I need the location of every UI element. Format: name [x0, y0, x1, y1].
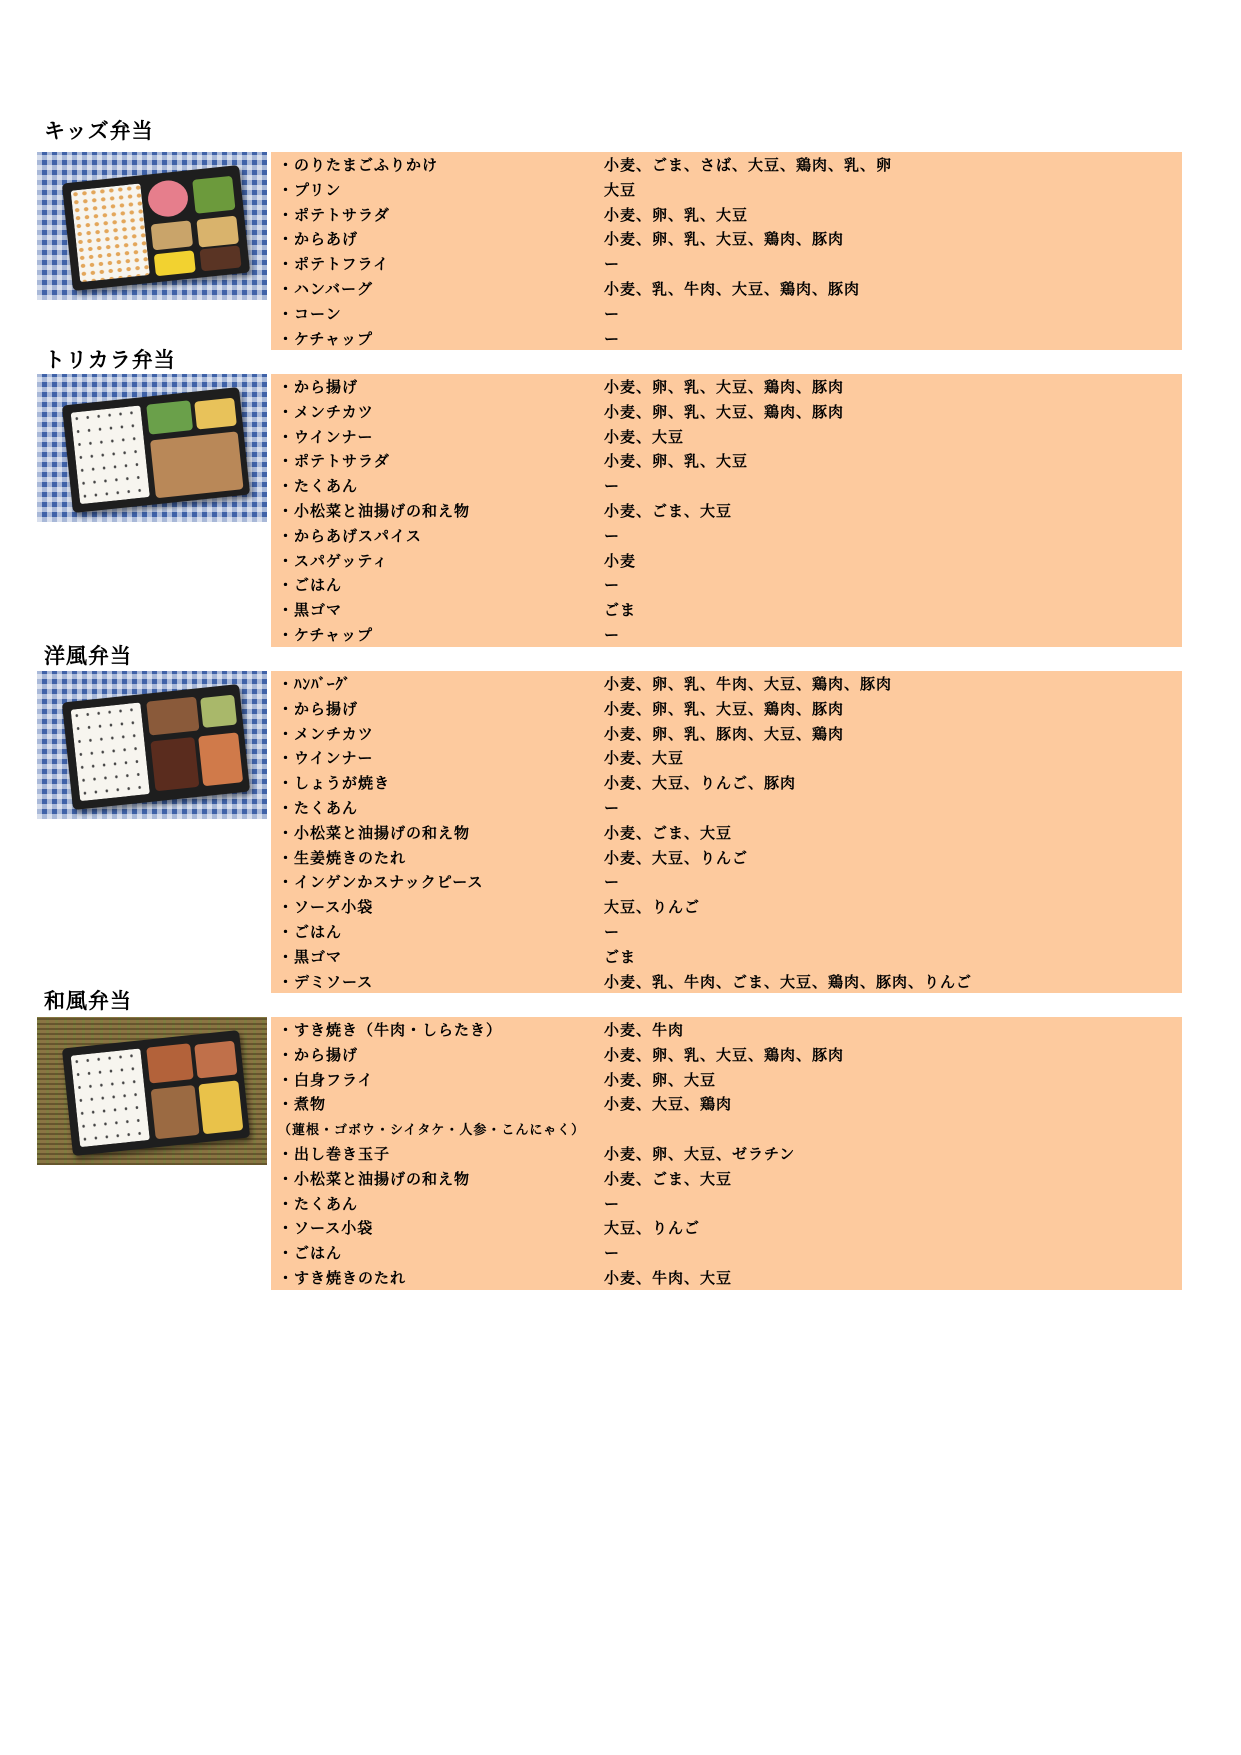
- allergen-list: ー: [604, 798, 621, 817]
- allergen-list: 小麦、卵、大豆、ゼラチン: [604, 1144, 796, 1163]
- allergen-list: 小麦、ごま、大豆: [604, 501, 733, 520]
- menu-item: ・スパゲッティ: [278, 551, 389, 570]
- section-title: トリカラ弁当: [44, 348, 176, 372]
- section-title: 洋風弁当: [44, 644, 132, 668]
- table-row: [271, 969, 1182, 994]
- bento-photo: [37, 152, 267, 300]
- bento-photo: [37, 671, 267, 819]
- table-row: [271, 1215, 1182, 1240]
- side-dish: [199, 245, 241, 271]
- allergen-list: 小麦、卵、乳、大豆: [604, 205, 749, 224]
- side-dish: [154, 250, 196, 276]
- side-dish: [151, 1085, 200, 1139]
- menu-item: ・メンチカツ: [278, 402, 374, 421]
- side-dish: [192, 176, 235, 214]
- table-row: [271, 276, 1182, 301]
- side-dish: [198, 1080, 243, 1134]
- rice: [71, 183, 150, 282]
- side-dish: [146, 179, 190, 219]
- table-row: [271, 1067, 1182, 1092]
- side-dish: [194, 398, 237, 430]
- table-row: [271, 202, 1182, 227]
- menu-item: ・ウインナー: [278, 749, 374, 768]
- allergen-list: 大豆、りんご: [604, 898, 701, 917]
- allergen-list: ー: [604, 873, 621, 892]
- side-dish: [151, 220, 193, 250]
- table-row: [271, 1091, 1182, 1116]
- allergen-list: 小麦、大豆: [604, 749, 685, 768]
- menu-item: ・白身フライ: [278, 1070, 374, 1089]
- allergen-list: 小麦、卵、乳、大豆、鶏肉、豚肉: [604, 378, 845, 396]
- menu-item: ・からあげスパイス: [278, 526, 422, 545]
- bento-tray: [62, 165, 250, 291]
- menu-item: ・ﾊﾝﾊﾞｰｸﾞ: [278, 675, 352, 693]
- allergen-list: 小麦、卵、大豆: [604, 1070, 717, 1089]
- table-row: [271, 177, 1182, 202]
- table-row: [271, 770, 1182, 795]
- table-row: [271, 226, 1182, 251]
- table-row: [271, 1265, 1182, 1290]
- menu-item: ・ポテトサラダ: [278, 205, 390, 224]
- table-row: [271, 1042, 1182, 1067]
- allergen-list: 小麦、卵、乳、牛肉、大豆、鶏肉、豚肉: [604, 675, 893, 693]
- allergen-list: 小麦、卵、乳、大豆、鶏肉、豚肉: [604, 402, 845, 421]
- table-row: [271, 795, 1182, 820]
- menu-item: ・黒ゴマ: [278, 947, 343, 966]
- allergen-list: ごま: [604, 947, 637, 966]
- side-dish: [150, 737, 199, 791]
- table-row: [271, 251, 1182, 276]
- side-dish: [196, 216, 239, 248]
- allergen-table: [271, 152, 1182, 350]
- section-title: キッズ弁当: [44, 119, 154, 143]
- menu-item: ・黒ゴマ: [278, 601, 343, 620]
- allergen-list: 小麦、卵、乳、大豆: [604, 452, 749, 471]
- menu-item-note: （蓮根・ゴボウ・シイタケ・人参・こんにゃく）: [278, 1123, 586, 1139]
- menu-item: ・ごはん: [278, 1244, 343, 1263]
- table-row: [271, 1141, 1182, 1166]
- allergen-list: ー: [604, 526, 621, 545]
- allergen-list: 小麦、乳、牛肉、大豆、鶏肉、豚肉: [604, 279, 861, 298]
- table-row: [271, 1017, 1182, 1042]
- allergen-list: ー: [604, 576, 621, 595]
- bento-tray: [62, 684, 250, 810]
- menu-item: ・小松菜と油揚げの和え物: [278, 823, 471, 842]
- allergen-list: ー: [604, 304, 621, 323]
- allergen-list: ー: [604, 255, 621, 274]
- allergen-list: 小麦、ごま、大豆: [604, 823, 733, 842]
- menu-item: ・ごはん: [278, 576, 343, 595]
- allergen-table: [271, 671, 1182, 993]
- allergen-list: 小麦、乳、牛肉、ごま、大豆、鶏肉、豚肉、りんご: [604, 972, 973, 991]
- allergen-table: [271, 1017, 1182, 1290]
- table-row: [271, 548, 1182, 573]
- menu-item: ・すき焼きのたれ: [278, 1268, 407, 1287]
- allergen-list: 小麦、大豆: [604, 427, 685, 446]
- allergen-list: ー: [604, 922, 621, 941]
- table-row: [271, 1191, 1182, 1216]
- table-row: [271, 572, 1182, 597]
- bento-tray: [62, 1030, 250, 1156]
- allergen-list: ー: [604, 625, 621, 644]
- menu-item: ・ごはん: [278, 922, 343, 941]
- menu-item: ・から揚げ: [278, 699, 359, 718]
- menu-item: ・ポテトサラダ: [278, 452, 390, 471]
- table-row: [271, 745, 1182, 770]
- allergen-list: 小麦: [604, 551, 637, 570]
- rice: [71, 405, 150, 504]
- section-title: 和風弁当: [44, 989, 132, 1013]
- allergen-list: 小麦、大豆、りんご: [604, 848, 749, 867]
- table-row: [271, 1116, 1182, 1141]
- menu-item: ・ハンバーグ: [278, 279, 373, 298]
- allergen-list: 小麦、卵、乳、大豆、鶏肉、豚肉: [604, 699, 845, 718]
- menu-item: ・から揚げ: [278, 378, 359, 396]
- menu-item: ・ソース小袋: [278, 898, 374, 917]
- menu-item: ・ウインナー: [278, 427, 374, 446]
- table-row: [271, 622, 1182, 647]
- menu-item: ・から揚げ: [278, 1045, 359, 1064]
- table-row: [271, 152, 1182, 177]
- allergen-list: ー: [604, 1244, 621, 1263]
- menu-item: ・小松菜と油揚げの和え物: [278, 501, 471, 520]
- menu-item: ・ケチャップ: [278, 329, 373, 348]
- allergen-list: 小麦、卵、乳、大豆、鶏肉、豚肉: [604, 230, 845, 249]
- side-dish: [200, 695, 237, 728]
- table-row: [271, 326, 1182, 351]
- table-row: [271, 399, 1182, 424]
- menu-item: ・ソース小袋: [278, 1219, 374, 1238]
- table-row: [271, 919, 1182, 944]
- menu-item: ・からあげ: [278, 230, 359, 249]
- allergen-list: 小麦、牛肉: [604, 1021, 685, 1039]
- side-dish: [146, 697, 199, 736]
- table-row: [271, 845, 1182, 870]
- table-row: [271, 894, 1182, 919]
- menu-item: ・しょうが焼き: [278, 774, 391, 793]
- side-dish: [198, 732, 243, 786]
- table-row: [271, 597, 1182, 622]
- allergen-list: 小麦、大豆、鶏肉: [604, 1095, 733, 1114]
- bento-photo: [37, 1017, 267, 1165]
- menu-item: ・すき焼き（牛肉・しらたき）: [278, 1021, 503, 1039]
- table-row: [271, 671, 1182, 696]
- table-row: [271, 523, 1182, 548]
- table-row: [271, 1166, 1182, 1191]
- allergen-list: ごま: [604, 601, 637, 620]
- table-row: [271, 1240, 1182, 1265]
- side-dish: [194, 1041, 237, 1079]
- menu-item: ・のりたまごふりかけ: [278, 156, 439, 174]
- table-row: [271, 820, 1182, 845]
- menu-item: ・コーン: [278, 304, 342, 323]
- table-row: [271, 301, 1182, 326]
- allergen-list: ー: [604, 329, 621, 348]
- menu-item: ・たくあん: [278, 477, 359, 496]
- side-dish: [146, 400, 193, 434]
- menu-item: ・生姜焼きのたれ: [278, 848, 407, 867]
- menu-item: ・小松菜と油揚げの和え物: [278, 1169, 471, 1188]
- menu-item: ・ケチャップ: [278, 625, 373, 644]
- table-row: [271, 374, 1182, 399]
- allergen-list: 小麦、大豆、りんご、豚肉: [604, 774, 797, 793]
- menu-item: ・プリン: [278, 180, 342, 199]
- table-row: [271, 473, 1182, 498]
- table-row: [271, 944, 1182, 969]
- allergen-table: [271, 374, 1182, 647]
- allergen-list: 小麦、卵、乳、豚肉、大豆、鶏肉: [604, 724, 845, 743]
- table-row: [271, 696, 1182, 721]
- rice: [71, 702, 150, 801]
- table-row: [271, 721, 1182, 746]
- menu-item: ・ポテトフライ: [278, 255, 390, 274]
- allergen-list: 小麦、ごま、さば、大豆、鶏肉、乳、卵: [604, 156, 893, 174]
- bento-tray: [62, 387, 250, 513]
- allergen-list: 大豆: [604, 180, 637, 199]
- side-dish: [146, 1043, 194, 1083]
- menu-item: ・インゲンかスナックピース: [278, 873, 484, 892]
- menu-item: ・メンチカツ: [278, 724, 374, 743]
- menu-item: ・煮物: [278, 1095, 327, 1114]
- rice: [71, 1048, 150, 1147]
- table-row: [271, 869, 1182, 894]
- allergen-list: 小麦、卵、乳、大豆、鶏肉、豚肉: [604, 1045, 845, 1064]
- table-row: [271, 424, 1182, 449]
- allergen-list: ー: [604, 1194, 621, 1213]
- table-row: [271, 448, 1182, 473]
- allergen-list: 小麦、ごま、大豆: [604, 1169, 733, 1188]
- menu-item: ・たくあん: [278, 1194, 359, 1213]
- menu-item: ・たくあん: [278, 798, 359, 817]
- allergen-list: 大豆、りんご: [604, 1219, 701, 1238]
- side-dish: [150, 431, 244, 498]
- allergen-list: ー: [604, 477, 621, 496]
- menu-item: ・デミソース: [278, 972, 374, 991]
- menu-item: ・出し巻き玉子: [278, 1144, 391, 1163]
- bento-photo: [37, 374, 267, 522]
- allergen-list: 小麦、牛肉、大豆: [604, 1268, 733, 1287]
- table-row: [271, 498, 1182, 523]
